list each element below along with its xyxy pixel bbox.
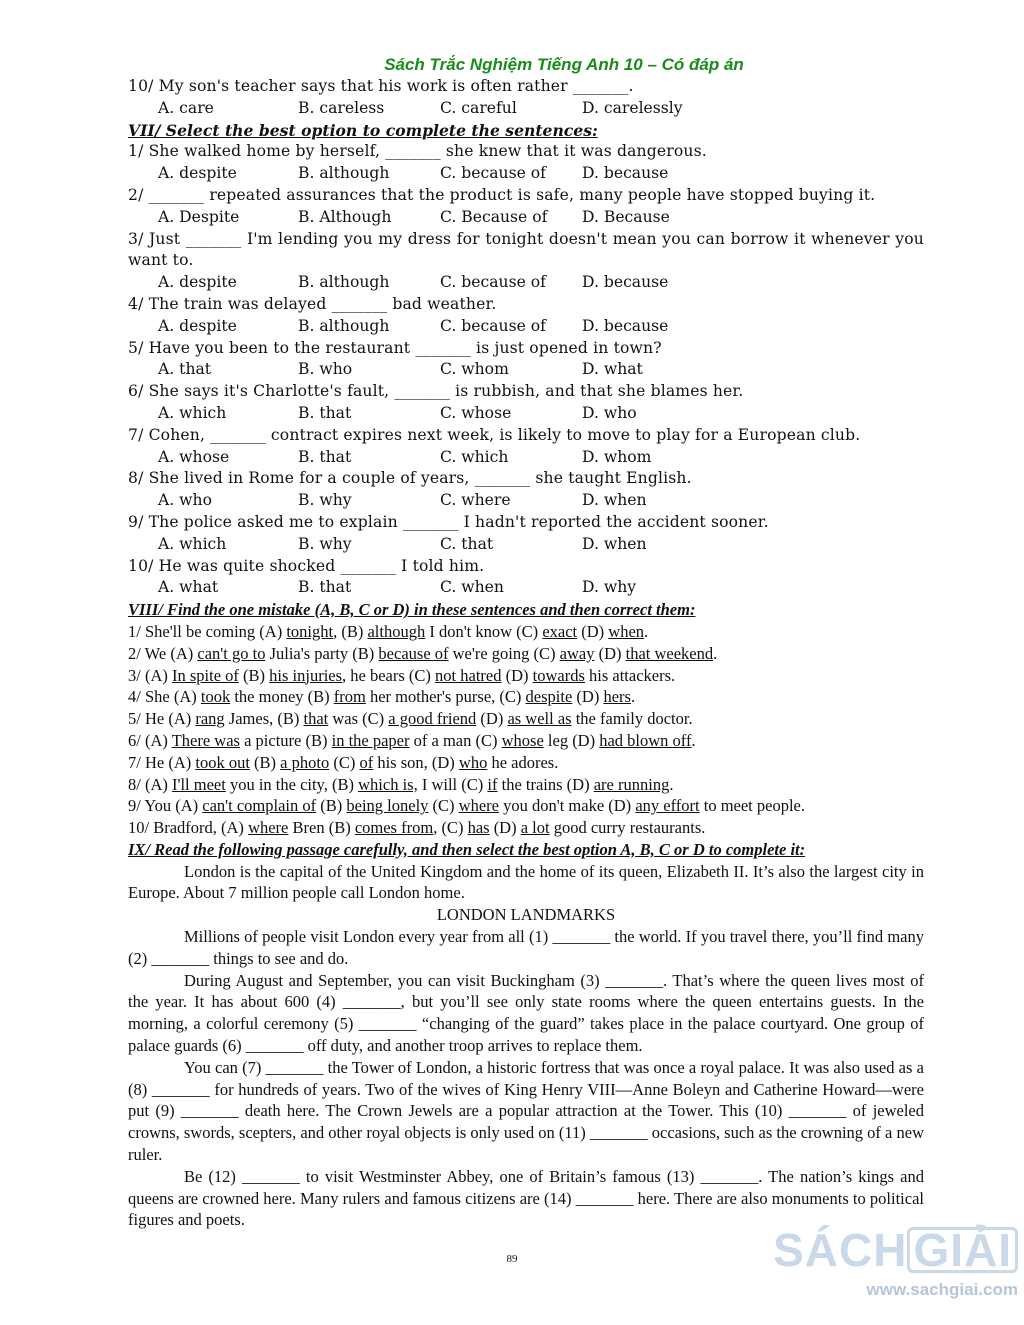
- sentence-text: I don't know (C): [425, 621, 543, 641]
- option-a: A. that: [158, 360, 212, 379]
- option-a: A. despite: [158, 316, 237, 335]
- section-viii-lines: [128, 621, 924, 839]
- sentence-text: (D): [476, 709, 508, 729]
- sentence-text: her mother's purse, (C): [365, 687, 526, 707]
- sentence-text: .: [691, 730, 696, 750]
- underlined-option: away: [559, 643, 595, 663]
- sentence-text: .: [669, 774, 674, 794]
- answer-options: [128, 577, 924, 599]
- option-d: D. Because: [582, 207, 670, 226]
- sentence-text: James, (B): [224, 709, 304, 729]
- option-b: B. why: [298, 491, 352, 510]
- underlined-option: that: [303, 709, 329, 729]
- question-text: 2/ _______ repeated assurances that the product is safe, many people have stopped buying it.: [128, 185, 876, 204]
- option-a: A. despite: [158, 273, 237, 292]
- option-d: D. whom: [582, 447, 652, 466]
- option-b: B. Although: [298, 207, 392, 226]
- option-c: C. because of: [440, 273, 546, 292]
- option-c: C. which: [440, 447, 509, 466]
- sentence-text: (D): [501, 665, 533, 685]
- underlined-option: when: [608, 621, 645, 641]
- option-b: B. that: [298, 578, 352, 597]
- underlined-option: exact: [542, 621, 578, 641]
- underlined-option: took: [200, 687, 231, 707]
- passage-paragraph: During August and September, you can visit Buckingham (3) _______. That’s where the queen lives most of the year. It has about 600 (4) _______, but you’ll see only state rooms where the queen entertains guests. In the morning, a colorful ceremony (5) _______ “changing of the guard” takes place in the palace courtyard. One group of palace guards (6) _______ off duty, and another troop arrives to replace them.: [128, 970, 924, 1056]
- question-text: 6/ She says it's Charlotte's fault, _______ is rubbish, and that she blames her.: [128, 382, 744, 401]
- sentence-text: .: [630, 687, 636, 707]
- underlined-option: a good friend: [388, 709, 477, 729]
- passage-paragraph: You can (7) _______ the Tower of London, a historic fortress that was once a royal palace. It was also used as a (8) _______ for hundreds of years. Two of the wives of King Henry VIII—Anne Boleyn and Catherine Howard—were put (9) _______ death here. The Crown Jewels are a popular attraction at the Tower. This (10) _______ of jeweled crowns, swords, scepters, and other royal objects is only used on (11) _______ occasions, such as the crowning of a new ruler.: [128, 1057, 924, 1165]
- answer-options: [128, 490, 924, 512]
- sentence-text: 2/ We (A): [128, 643, 198, 663]
- answer-options: [128, 359, 924, 381]
- underlined-option: are running: [593, 774, 670, 794]
- underlined-option: of: [359, 752, 374, 772]
- sentence-text: 9/ You (A): [128, 796, 203, 816]
- underlined-option: as well as: [507, 709, 572, 729]
- sentence-text: you in the city, (B): [225, 774, 359, 794]
- answer-options: [128, 98, 924, 120]
- mistake-sentence: [128, 665, 924, 687]
- underlined-option: his injuries: [269, 665, 343, 685]
- option-c: C. that: [440, 534, 494, 553]
- underlined-option: whose: [501, 730, 544, 750]
- sentence-text: (D): [577, 621, 609, 641]
- option-b: B. although: [298, 164, 390, 183]
- sentence-text: , he bears (C): [342, 665, 436, 685]
- underlined-option: has: [467, 818, 490, 838]
- underlined-option: although: [367, 621, 426, 641]
- option-a: A. Despite: [158, 207, 240, 226]
- answer-options: [128, 163, 924, 185]
- question-text: 3/ Just _______ I'm lending you my dress for tonight doesn't mean you can borrow it whenever you want to.: [128, 229, 924, 270]
- sentence-text: (D): [572, 687, 604, 707]
- option-d: D. when: [582, 534, 647, 553]
- section-ix-title: IX/ Read the following passage carefully, and then select the best option A, B, C or D to complete it:: [128, 839, 806, 859]
- underlined-option: rang: [195, 709, 225, 729]
- sentence-text: 1/ She'll be coming (A): [128, 621, 287, 641]
- underlined-option: comes from: [354, 818, 434, 838]
- sentence-text: he adores.: [487, 752, 559, 772]
- sentence-text: 5/ He (A): [128, 709, 196, 729]
- underlined-option: a lot: [520, 818, 550, 838]
- watermark-brand: [773, 1226, 1018, 1274]
- option-d: D. carelessly: [582, 98, 683, 117]
- option-c: C. whom: [440, 360, 509, 379]
- underlined-option: In spite of: [172, 665, 239, 685]
- mistake-sentence: [128, 795, 924, 817]
- option-b: B. careless: [298, 98, 385, 117]
- underlined-option: can't complain of: [202, 796, 317, 816]
- sentence-text: (D): [489, 818, 521, 838]
- underlined-option: where: [458, 796, 499, 816]
- mistake-sentence: [128, 730, 924, 752]
- underlined-option: because of: [378, 643, 449, 663]
- sentence-text: (B): [316, 796, 347, 816]
- underlined-option: being lonely: [346, 796, 429, 816]
- option-a: A. care: [158, 98, 214, 117]
- sentence-text: 6/ (A): [128, 730, 172, 750]
- sentence-text: Julia's party (B): [265, 643, 379, 663]
- sentence-text: the money (B): [230, 687, 334, 707]
- question-text: 4/ The train was delayed _______ bad weather.: [128, 294, 497, 313]
- answer-options: [128, 403, 924, 425]
- sentence-text: 10/ Bradford, (A): [128, 818, 249, 838]
- sentence-text: (B): [249, 752, 281, 772]
- sentence-text: his son, (D): [373, 752, 459, 772]
- sentence-text: to meet people.: [699, 796, 805, 816]
- option-b: B. although: [298, 316, 390, 335]
- question-text: 9/ The police asked me to explain _______ I hadn't reported the accident sooner.: [128, 512, 769, 531]
- sentence-text: the trains (D): [497, 774, 594, 794]
- underlined-option: There was: [171, 730, 240, 750]
- page-header: Sách Trắc Nghiệm Tiếng Anh 10 – Có đáp án: [384, 55, 744, 74]
- section-viii-title: VIII/ Find the one mistake (A, B, C or D) in these sentences and then correct them:: [128, 600, 696, 620]
- passage-paragraphs: [128, 926, 924, 1231]
- sentence-text: , (C): [433, 818, 468, 838]
- sentence-text: 3/ (A): [128, 665, 172, 685]
- question-text: 1/ She walked home by herself, _______ she knew that it was dangerous.: [128, 142, 707, 161]
- option-a: A. despite: [158, 164, 237, 183]
- underlined-option: that weekend: [625, 643, 714, 663]
- question-text: 8/ She lived in Rome for a couple of years, _______ she taught English.: [128, 469, 692, 488]
- underlined-option: a photo: [280, 752, 330, 772]
- question-text: 10/ He was quite shocked _______ I told him.: [128, 556, 485, 575]
- answer-options: [128, 447, 924, 469]
- underlined-option: towards: [532, 665, 585, 685]
- option-d: D. when: [582, 491, 647, 510]
- underlined-option: which is,: [358, 774, 418, 794]
- option-d: D. because: [582, 273, 669, 292]
- mistake-sentence: [128, 708, 924, 730]
- mistake-sentence: [128, 621, 924, 643]
- sentence-text: (B): [238, 665, 270, 685]
- sentence-text: 4/ She (A): [128, 687, 201, 707]
- underlined-option: tonight: [286, 621, 334, 641]
- sentence-text: (C): [428, 796, 459, 816]
- sentence-text: I will (C): [417, 774, 488, 794]
- underlined-option: took out: [195, 752, 250, 772]
- sentence-text: leg (D): [543, 730, 600, 750]
- mistake-sentence: [128, 686, 924, 708]
- passage-subtitle: LONDON LANDMARKS: [436, 905, 616, 925]
- sentence-text: we're going (C): [448, 643, 560, 663]
- watermark-brand-b: GIẢI: [907, 1227, 1018, 1273]
- section-vii-title: VII/ Select the best option to complete the sentences:: [128, 120, 598, 140]
- sentence-text: Bren (B): [288, 818, 355, 838]
- sentence-text: a picture (B): [239, 730, 332, 750]
- watermark-logo: [773, 1226, 1018, 1300]
- sentence-text: .: [713, 643, 718, 663]
- sentence-text: , (B): [333, 621, 368, 641]
- option-c: C. because of: [440, 316, 546, 335]
- passage-paragraph: Be (12) _______ to visit Westminster Abbey, one of Britain’s famous (13) _______. The nation’s kings and queens are crowned here. Many rulers and famous citizens are (14) _______ here. There are also monuments to political figures and poets.: [128, 1166, 924, 1230]
- page-content: [128, 54, 924, 1231]
- option-d: D. why: [582, 578, 637, 597]
- underlined-option: where: [248, 818, 289, 838]
- passage-paragraph: Millions of people visit London every year from all (1) _______ the world. If you travel there, you’ll find many (2) _______ things to see and do.: [128, 927, 924, 968]
- mistake-sentence: [128, 774, 924, 796]
- underlined-option: from: [333, 687, 366, 707]
- watermark-url: www.sachgiai.com: [866, 1280, 1018, 1299]
- option-a: A. which: [158, 534, 227, 553]
- option-b: B. that: [298, 403, 352, 422]
- sentence-text: 7/ He (A): [128, 752, 196, 772]
- option-d: D. because: [582, 316, 669, 335]
- underlined-option: hers: [603, 687, 631, 707]
- mistake-sentence: [128, 752, 924, 774]
- option-a: A. which: [158, 403, 227, 422]
- section-vii-questions: [128, 141, 924, 599]
- underlined-option: had blown off: [599, 730, 692, 750]
- option-c: C. careful: [440, 98, 517, 117]
- option-c: C. because of: [440, 164, 546, 183]
- sentence-text: (C): [329, 752, 360, 772]
- option-b: B. who: [298, 360, 353, 379]
- sentence-text: his attackers.: [584, 665, 676, 685]
- question-text: 10/ My son's teacher says that his work is often rather _______.: [128, 77, 634, 95]
- underlined-option: not hatred: [435, 665, 502, 685]
- question-text: 7/ Cohen, _______ contract expires next week, is likely to move to play for a European club.: [128, 425, 861, 444]
- passage-intro: London is the capital of the United Kingdom and the home of its queen, Elizabeth II. It’s also the largest city in Europe. About 7 million people call London home.: [128, 861, 924, 903]
- answer-options: [128, 272, 924, 294]
- answer-options: [128, 316, 924, 338]
- underlined-option: who: [458, 752, 488, 772]
- mistake-sentence: [128, 817, 924, 839]
- sentence-text: was (C): [328, 709, 389, 729]
- question-text: 5/ Have you been to the restaurant _______ is just opened in town?: [128, 338, 662, 357]
- watermark-brand-a: SÁCH: [773, 1224, 908, 1276]
- underlined-option: I'll meet: [172, 774, 226, 794]
- sentence-text: the family doctor.: [571, 709, 693, 729]
- option-c: C. whose: [440, 403, 512, 422]
- sentence-text: good curry restaurants.: [549, 818, 706, 838]
- option-a: A. whose: [158, 447, 230, 466]
- option-a: A. what: [158, 578, 219, 597]
- sentence-text: .: [644, 621, 649, 641]
- sentence-text: you don't make (D): [498, 796, 636, 816]
- underlined-option: can't go to: [197, 643, 266, 663]
- underlined-option: if: [487, 774, 498, 794]
- option-c: C. Because of: [440, 207, 548, 226]
- page-number: 89: [506, 1253, 518, 1265]
- option-d: D. who: [582, 403, 637, 422]
- sentence-text: of a man (C): [409, 730, 502, 750]
- answer-options: [128, 207, 924, 229]
- option-b: B. although: [298, 273, 390, 292]
- option-a: A. who: [158, 491, 212, 510]
- option-b: B. that: [298, 447, 352, 466]
- answer-options: [128, 534, 924, 556]
- underlined-option: in the paper: [331, 730, 410, 750]
- option-c: C. where: [440, 491, 511, 510]
- option-d: D. because: [582, 164, 669, 183]
- mistake-sentence: [128, 643, 924, 665]
- sentence-text: 8/ (A): [128, 774, 172, 794]
- option-d: D. what: [582, 360, 643, 379]
- underlined-option: any effort: [635, 796, 700, 816]
- underlined-option: despite: [525, 687, 573, 707]
- sentence-text: (D): [594, 643, 626, 663]
- option-c: C. when: [440, 578, 504, 597]
- option-b: B. why: [298, 534, 352, 553]
